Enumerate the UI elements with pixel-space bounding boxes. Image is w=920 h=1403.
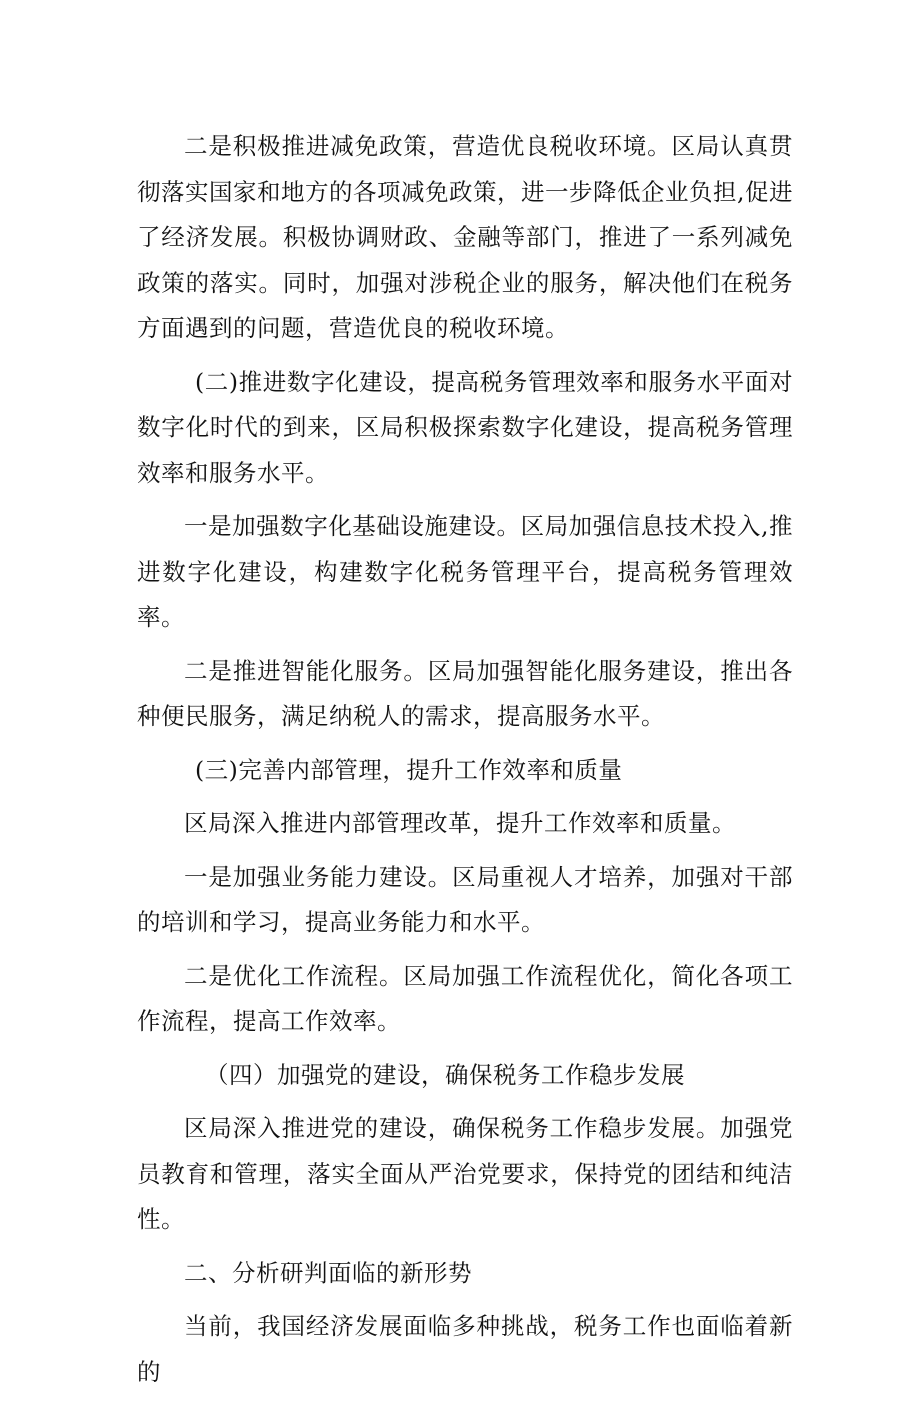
paragraph-current-challenges: 当前，我国经济发展面临多种挑战，税务工作也面临着新的 [137, 1312, 793, 1386]
paragraph-party-building-detail: 区局深入推进党的建设，确保税务工作稳步发展。加强党员教育和管理，落实全面从严治党要求，保持党的团结和纯洁性。 [137, 1114, 793, 1233]
paragraph-management-reform: 区局深入推进内部管理改革，提升工作效率和质量。 [184, 809, 736, 837]
heading-party-building: （四）加强党的建设，确保税务工作稳步发展 [205, 1060, 685, 1089]
document-body [137, 124, 793, 1403]
heading-digital-construction: (二)推进数字化建设，提高税务管理效率和服务水平面对数字化时代的到来，区局积极探索数字化建设，提高税务管理效率和服务水平。 [137, 367, 793, 487]
heading-new-situation-analysis: 二、分析研判面临的新形势 [184, 1258, 472, 1287]
paragraph-business-capability: 一是加强业务能力建设。区局重视人才培养，加强对干部的培训和学习，提高业务能力和水平。 [137, 862, 793, 936]
paragraph-tax-relief-policy: 二是积极推进减免政策，营造优良税收环境。区局认真贯彻落实国家和地方的各项减免政策，进一步降低企业负担,促进了经济发展。积极协调财政、金融等部门，推进了一系列减免政策的落实。同时，加强对涉税企业的服务，解决他们在税务方面遇到的问题，营造优良的税收环境。 [137, 132, 793, 342]
paragraph-workflow-optimization: 二是优化工作流程。区局加强工作流程优化，简化各项工作流程，提高工作效率。 [137, 961, 793, 1035]
paragraph-smart-services: 二是推进智能化服务。区局加强智能化服务建设，推出各种便民服务，满足纳税人的需求，提高服务水平。 [137, 656, 793, 730]
heading-internal-management: (三)完善内部管理，提升工作效率和质量 [195, 755, 623, 784]
paragraph-digital-infrastructure: 一是加强数字化基础设施建设。区局加强信息技术投入,推进数字化建设，构建数字化税务管理平台，提高税务管理效率。 [137, 512, 793, 631]
